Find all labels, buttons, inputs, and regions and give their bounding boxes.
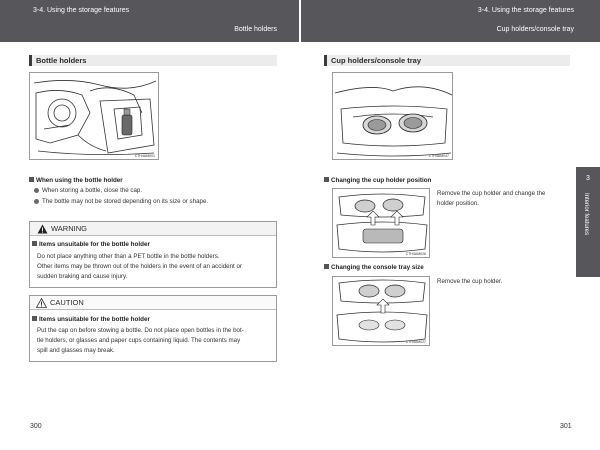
- section-title-cup-holders: Cup holders/console tray: [324, 55, 570, 66]
- page-number-left: 300: [30, 423, 42, 430]
- caution-label: CAUTION: [50, 298, 84, 307]
- warning-line: sudden braking and cause injury.: [37, 273, 128, 280]
- figure-code: CTH4AM047: [428, 154, 449, 158]
- caution-header: [30, 296, 276, 310]
- bullet-item: The bottle may not be stored depending on its size or shape.: [34, 198, 208, 205]
- console-tray-illustration: [333, 277, 430, 346]
- left-header-section: 3-4. Using the storage features: [33, 7, 130, 14]
- page-number-right: 301: [560, 423, 572, 430]
- warning-header: [30, 222, 276, 236]
- cup-holder-figure: [332, 72, 453, 160]
- warning-line: Other items may be thrown out of the holders in the event of an accident or: [37, 263, 242, 270]
- right-page-header: [301, 0, 600, 42]
- cup-holder-illustration: [333, 73, 453, 160]
- caution-line: tle holders, or glasses and paper cups containing liquid. The contents may: [37, 337, 241, 344]
- right-header-topic: Cup holders/console tray: [496, 26, 574, 33]
- caution-line: Put the cap on before stowing a bottle. Do not place open bottles in the bot-: [37, 327, 244, 334]
- caution-box: [29, 295, 277, 362]
- bottle-holder-illustration: [30, 73, 159, 160]
- left-header-topic: Bottle holders: [234, 26, 277, 33]
- step-text-line: Remove the cup holder and change the: [437, 190, 546, 197]
- warning-line: Do not place anything other than a PET bottle in the bottle holders.: [37, 253, 220, 260]
- cup-holder-position-figure: [332, 188, 430, 258]
- caution-triangle-icon: [36, 298, 47, 312]
- figure-code: CTH4AM027: [405, 340, 426, 344]
- step-heading-cup-holder-position: Changing the cup holder position: [324, 177, 431, 184]
- caution-line: spill and glasses may break.: [37, 347, 115, 354]
- figure-code: CTH4AM026: [405, 252, 426, 256]
- step-heading-console-tray-size: Changing the console tray size: [324, 264, 424, 271]
- bottle-holder-figure: [29, 72, 159, 160]
- warning-subheading: Items unsuitable for the bottle holder: [32, 241, 150, 248]
- chapter-label: Interior features: [583, 193, 589, 236]
- step-text-line: Remove the cup holder.: [437, 278, 503, 285]
- cup-holder-position-illustration: [333, 189, 430, 258]
- note-heading-bottle-holder: When using the bottle holder: [29, 177, 123, 184]
- figure-code: CTH4AM001: [134, 154, 155, 158]
- left-page-header: [0, 0, 299, 42]
- chapter-side-tab: [576, 167, 600, 277]
- bullet-item: When storing a bottle, close the cap.: [34, 187, 142, 194]
- section-title-bottle-holders: Bottle holders: [29, 55, 277, 66]
- console-tray-figure: [332, 276, 430, 346]
- warning-label: WARNING: [51, 224, 87, 233]
- warning-box: [29, 221, 277, 288]
- chapter-number: 3: [586, 175, 590, 182]
- right-header-section: 3-4. Using the storage features: [477, 7, 574, 14]
- warning-triangle-icon: [37, 224, 48, 238]
- caution-subheading: Items unsuitable for the bottle holder: [32, 316, 150, 323]
- step-text-line: holder position.: [437, 200, 479, 207]
